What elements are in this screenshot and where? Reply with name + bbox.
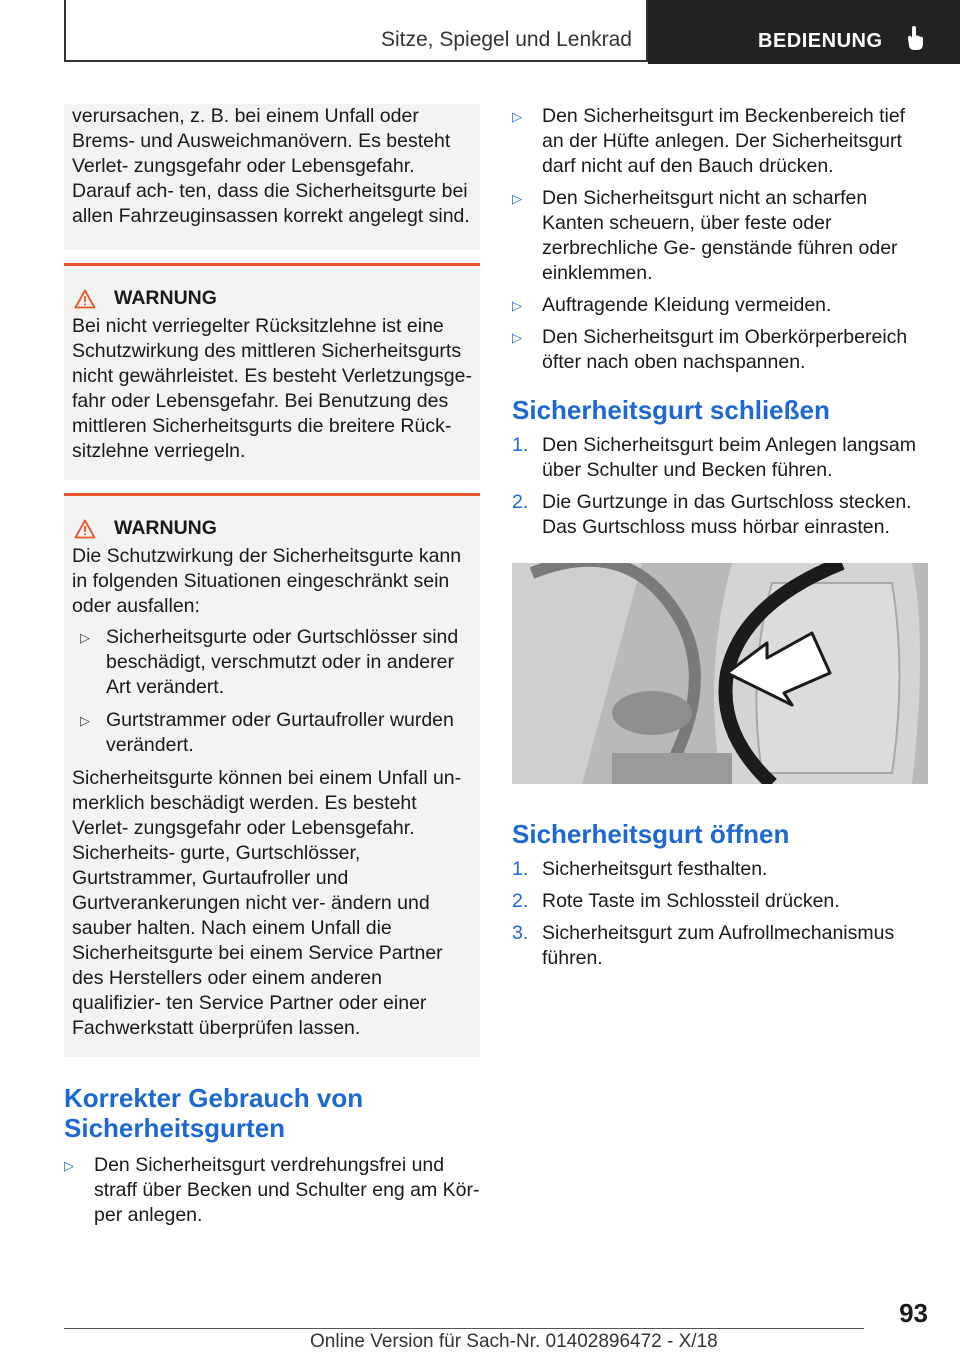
step-item: 1. Sicherheitsgurt festhalten.: [512, 858, 768, 880]
warning-label: WARNUNG: [114, 517, 217, 539]
usage-list-continued: [512, 104, 928, 375]
section-heading: Sicherheitsgurt öffnen: [512, 819, 790, 849]
warning-text: Bei nicht verriegelter Rücksitzlehne ist eine Schutzwirkung des mittleren Sicherheitsgurts nicht gewährleistet. Es besteht Verletzungsge- fahr oder Lebensgefahr. Bei Benutzung des mittleren Sicherheitsgurts die breitere Rück- sitzlehne verriegeln.: [72, 315, 472, 462]
warning-list: [72, 625, 472, 758]
warning-icon: [74, 289, 96, 309]
list-item: ▷ Gurtstrammer oder Gurtaufroller wurden verändert.: [80, 709, 454, 756]
close-steps: [512, 433, 928, 540]
usage-list: [64, 1153, 480, 1228]
warning-title: [72, 286, 472, 311]
section-title: Sitze, Spiegel und Lenkrad: [380, 28, 632, 51]
right-column: [512, 104, 928, 978]
section-header: [64, 0, 648, 62]
warning-icon: [74, 519, 96, 539]
page-header: [64, 0, 960, 64]
info-box: [64, 104, 480, 250]
page-number: 93: [899, 1298, 928, 1328]
section-heading: Sicherheitsgurt schließen: [512, 395, 830, 425]
triangle-bullet-icon: ▷: [512, 109, 522, 124]
step-item: 2. Rote Taste im Schlossteil drücken.: [512, 890, 840, 912]
list-item: ▷ Den Sicherheitsgurt nicht an scharfen Kanten scheuern, über feste oder zerbrechliche Ge- genstände führen oder einklemmen.: [512, 187, 898, 284]
warning-title: [72, 516, 472, 541]
left-column: [64, 104, 480, 1235]
warning-label: WARNUNG: [114, 287, 217, 309]
footer-divider: [64, 1328, 864, 1329]
warning-box: [64, 493, 480, 1057]
hand-pointer-icon: [904, 24, 926, 52]
chapter-tab[interactable]: [648, 0, 960, 64]
step-item: 1. Den Sicherheitsgurt beim Anlegen langsam über Schulter und Becken führen.: [512, 434, 916, 481]
warning-box: [64, 263, 480, 480]
list-item: ▷ Auftragende Kleidung vermeiden.: [512, 294, 832, 316]
section-heading: Korrekter Gebrauch von Sicherheitsgurten: [64, 1083, 364, 1143]
triangle-bullet-icon: ▷: [512, 191, 522, 206]
triangle-bullet-icon: ▷: [80, 713, 90, 728]
warning-outro: Sicherheitsgurte können bei einem Unfall un- merklich beschädigt werden. Es besteht Verlet- zungsgefahr oder Lebensgefahr. Sicherheits- gurte, Gurtschlösser, Gurtstrammer, Gurtaufroller und Gurtverankerungen nicht ver- ändern und sauber halten. Nach einem Unfall die Sicherheitsgurte bei einem Service Partner des Herstellers oder einem anderen qualifizier- ten Service Partner oder einer Fachwerkstatt überprüfen lassen.: [72, 767, 462, 1039]
list-item: ▷ Sicherheitsgurte oder Gurtschlösser sind beschädigt, verschmutzt oder in anderer Art verändert.: [80, 626, 459, 698]
list-item: ▷ Den Sicherheitsgurt im Beckenbereich tief an der Hüfte anlegen. Der Sicherheitsgurt darf nicht auf den Bauch drücken.: [512, 105, 906, 177]
info-text: verursachen, z. B. bei einem Unfall oder Brems- und Ausweichmanövern. Es besteht Verlet- zungsgefahr oder Lebensgefahr. Darauf ach- ten, dass die Sicherheitsgurte bei allen Fahrzeuginsassen korrekt angelegt sind.: [72, 105, 470, 227]
warning-intro: Die Schutzwirkung der Sicherheitsgurte kann in folgenden Situationen eingeschränkt sein oder ausfallen:: [72, 545, 462, 617]
list-item: ▷ Den Sicherheitsgurt im Oberkörperbereich öfter nach oben nachspannen.: [512, 326, 908, 373]
open-steps: [512, 857, 928, 971]
triangle-bullet-icon: ▷: [512, 330, 522, 345]
triangle-bullet-icon: ▷: [64, 1158, 74, 1173]
triangle-bullet-icon: ▷: [512, 298, 522, 313]
footer-text: Online Version für Sach-Nr. 01402896472 - X/18: [310, 1331, 718, 1352]
triangle-bullet-icon: ▷: [80, 630, 90, 645]
list-item: ▷ Den Sicherheitsgurt verdrehungsfrei und straff über Becken und Schulter eng am Kör- per anlegen.: [64, 1154, 480, 1226]
step-item: 2. Die Gurtzunge in das Gurtschloss stecken. Das Gurtschloss muss hörbar einrasten.: [512, 491, 912, 538]
seatbelt-photo: [512, 563, 928, 784]
step-item: 3. Sicherheitsgurt zum Aufrollmechanismus führen.: [512, 922, 895, 969]
chapter-tab-label: BEDIENUNG: [758, 30, 883, 52]
